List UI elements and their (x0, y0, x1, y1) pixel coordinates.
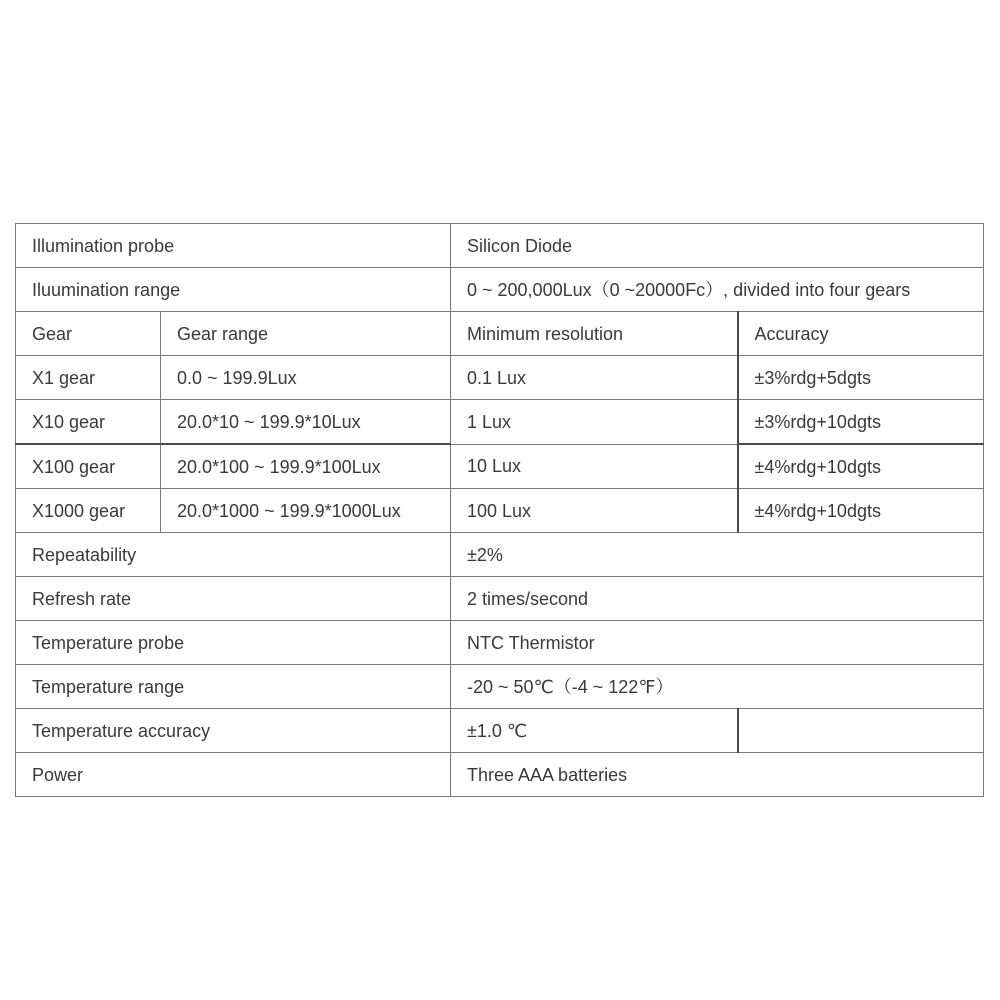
temperature-probe-label: Temperature probe (16, 621, 451, 665)
row-illumination-probe (16, 224, 984, 268)
gear-accuracy: ±3%rdg+10dgts (738, 400, 984, 445)
gear-row-x1 (16, 356, 984, 400)
temperature-accuracy-label: Temperature accuracy (16, 709, 451, 753)
spec-table (15, 223, 984, 797)
row-power (16, 753, 984, 797)
row-illumination-range (16, 268, 984, 312)
gear-resolution: 100 Lux (451, 489, 738, 533)
power-value: Three AAA batteries (451, 753, 984, 797)
gear-range: 20.0*100 ~ 199.9*100Lux (161, 444, 451, 489)
row-temperature-probe (16, 621, 984, 665)
gear-range: 20.0*1000 ~ 199.9*1000Lux (161, 489, 451, 533)
illumination-range-label: Iluumination range (16, 268, 451, 312)
row-temperature-range (16, 665, 984, 709)
gear-range: 0.0 ~ 199.9Lux (161, 356, 451, 400)
gear-row-x10 (16, 400, 984, 445)
gear-name: X10 gear (16, 400, 161, 445)
gear-resolution: 0.1 Lux (451, 356, 738, 400)
row-temperature-accuracy (16, 709, 984, 753)
gear-header-gear: Gear (16, 312, 161, 356)
temperature-accuracy-value: ±1.0 ℃ (451, 709, 738, 753)
repeatability-value: ±2% (451, 533, 984, 577)
illumination-probe-value: Silicon Diode (451, 224, 984, 268)
gear-accuracy: ±4%rdg+10dgts (738, 489, 984, 533)
gear-row-x100 (16, 444, 984, 489)
refresh-rate-value: 2 times/second (451, 577, 984, 621)
gear-header-range: Gear range (161, 312, 451, 356)
refresh-rate-label: Refresh rate (16, 577, 451, 621)
gear-name: X100 gear (16, 444, 161, 489)
gear-resolution: 1 Lux (451, 400, 738, 445)
gear-header-accuracy: Accuracy (738, 312, 984, 356)
row-repeatability (16, 533, 984, 577)
gear-accuracy: ±4%rdg+10dgts (738, 444, 984, 489)
temperature-range-value: -20 ~ 50℃（-4 ~ 122℉） (451, 665, 984, 709)
gear-range: 20.0*10 ~ 199.9*10Lux (161, 400, 451, 445)
gear-resolution: 10 Lux (451, 444, 738, 489)
gear-name: X1 gear (16, 356, 161, 400)
illumination-range-value: 0 ~ 200,000Lux（0 ~20000Fc）, divided into four gears (451, 268, 984, 312)
power-label: Power (16, 753, 451, 797)
gear-accuracy: ±3%rdg+5dgts (738, 356, 984, 400)
row-gear-header (16, 312, 984, 356)
repeatability-label: Repeatability (16, 533, 451, 577)
gear-header-resolution: Minimum resolution (451, 312, 738, 356)
row-refresh-rate (16, 577, 984, 621)
temperature-range-label: Temperature range (16, 665, 451, 709)
gear-name: X1000 gear (16, 489, 161, 533)
illumination-probe-label: Illumination probe (16, 224, 451, 268)
temperature-accuracy-extra (738, 709, 984, 753)
gear-row-x1000 (16, 489, 984, 533)
temperature-probe-value: NTC Thermistor (451, 621, 984, 665)
